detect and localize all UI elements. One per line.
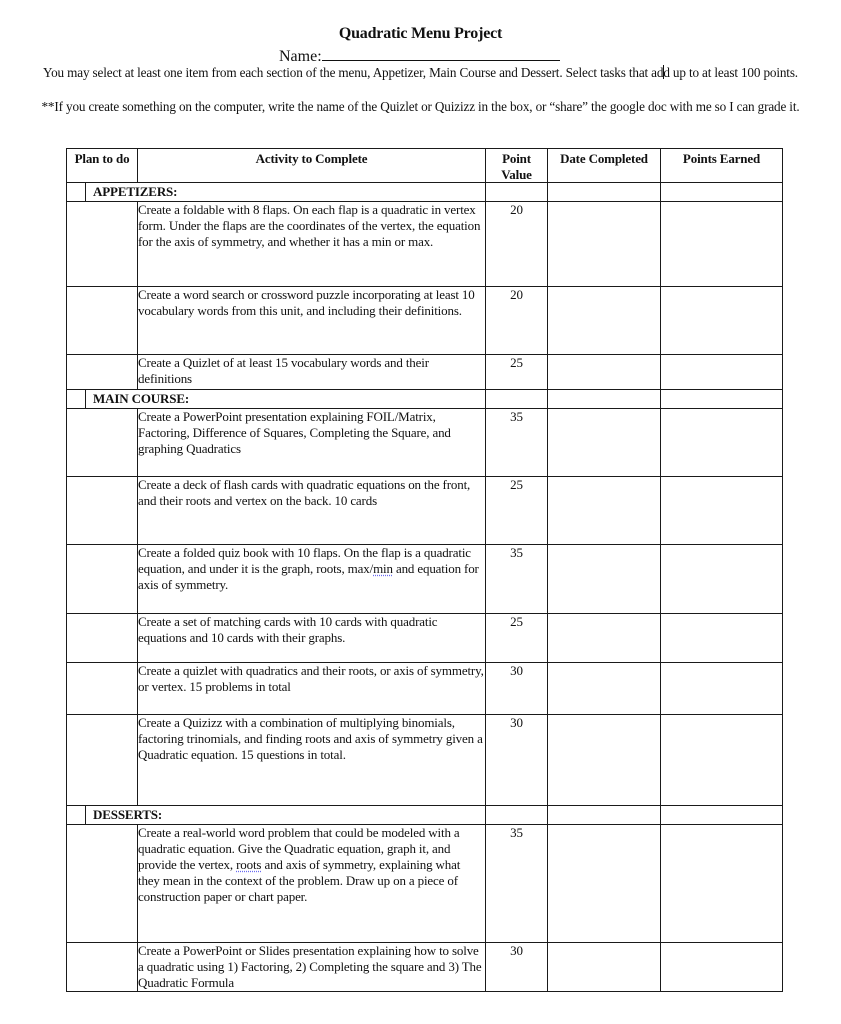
activity-row (67, 287, 783, 355)
name-blank-line[interactable] (322, 45, 560, 61)
point-value-cell: 30 (486, 715, 548, 806)
date-completed-cell[interactable] (548, 202, 661, 287)
points-earned-cell[interactable] (661, 943, 783, 992)
section-date-cell (548, 806, 661, 825)
section-plan-checkbox[interactable] (67, 183, 86, 201)
activity-cell: Create a PowerPoint or Slides presentation explaining how to solve a quadratic using 1) Factoring, 2) Completing the square and 3) The Quadratic Formula (138, 943, 486, 992)
spellcheck-flagged-word: roots (236, 857, 262, 872)
point-value-cell: 30 (486, 943, 548, 992)
plan-to-do-cell[interactable] (67, 202, 138, 287)
activity-cell: Create a Quizlet of at least 15 vocabulary words and their definitions (138, 355, 486, 390)
point-value-cell: 35 (486, 825, 548, 943)
plan-to-do-cell[interactable] (67, 663, 138, 715)
point-value-cell: 25 (486, 355, 548, 390)
points-earned-cell[interactable] (661, 663, 783, 715)
activity-cell: Create a set of matching cards with 10 cards with quadratic equations and 10 cards with their graphs. (138, 614, 486, 663)
activity-row (67, 202, 783, 287)
point-value-cell: 35 (486, 409, 548, 477)
point-value-cell: 25 (486, 477, 548, 545)
activity-row (67, 943, 783, 992)
point-value-cell: 35 (486, 545, 548, 614)
plan-to-do-cell[interactable] (67, 355, 138, 390)
points-earned-cell[interactable] (661, 545, 783, 614)
section-points-cell (486, 390, 548, 409)
section-points-cell (486, 806, 548, 825)
section-row (67, 183, 783, 202)
header-points: Point Value (486, 149, 548, 183)
plan-to-do-cell[interactable] (67, 545, 138, 614)
point-value-cell: 30 (486, 663, 548, 715)
date-completed-cell[interactable] (548, 409, 661, 477)
section-label: MAIN COURSE: (93, 391, 190, 406)
plan-to-do-cell[interactable] (67, 287, 138, 355)
section-earned-cell (661, 183, 783, 202)
point-value-cell: 20 (486, 202, 548, 287)
activity-cell: Create a quizlet with quadratics and their roots, or axis of symmetry, or vertex. 15 problems in total (138, 663, 486, 715)
section-plan-checkbox[interactable] (67, 390, 86, 408)
point-value-cell: 25 (486, 614, 548, 663)
document-title: Quadratic Menu Project (338, 25, 503, 42)
activity-row (67, 663, 783, 715)
activity-cell: Create a deck of flash cards with quadratic equations on the front, and their roots and vertex on the back. 10 cards (138, 477, 486, 545)
activity-row (67, 409, 783, 477)
activity-row (67, 477, 783, 545)
activity-row (67, 545, 783, 614)
header-plan: Plan to do (67, 149, 138, 183)
plan-to-do-cell[interactable] (67, 715, 138, 806)
activity-row (67, 614, 783, 663)
name-field[interactable] (279, 45, 560, 66)
section-earned-cell (661, 806, 783, 825)
plan-to-do-cell[interactable] (67, 477, 138, 545)
activity-cell: Create a Quizizz with a combination of multiplying binomials, factoring trinomials, and finding roots and axis of symmetry given a Quadratic equation. 15 questions in total. (138, 715, 486, 806)
date-completed-cell[interactable] (548, 825, 661, 943)
instructions-computer: **If you create something on the computer, write the name of the Quizlet or Quizizz in the box, or “share” the google doc with me so I can grade it. (41, 99, 800, 114)
header-row (67, 149, 783, 183)
plan-to-do-cell[interactable] (67, 409, 138, 477)
points-earned-cell[interactable] (661, 202, 783, 287)
date-completed-cell[interactable] (548, 477, 661, 545)
plan-to-do-cell[interactable] (67, 943, 138, 992)
instructions-selection: You may select at least one item from each section of the menu, Appetizer, Main Course and Dessert. Select tasks that add up to at least 100 points. (43, 65, 798, 80)
date-completed-cell[interactable] (548, 943, 661, 992)
activity-row (67, 825, 783, 943)
points-earned-cell[interactable] (661, 614, 783, 663)
section-row (67, 390, 783, 409)
date-completed-cell[interactable] (548, 355, 661, 390)
spellcheck-flagged-word: min (373, 561, 393, 576)
section-label: DESSERTS: (93, 807, 163, 822)
points-earned-cell[interactable] (661, 477, 783, 545)
activity-cell: Create a real-world word problem that could be modeled with a quadratic equation. Give the Quadratic equation, graph it, and provide the vertex, roots and axis of symmetry, explaining what they mean in the context of the problem. Draw up on a piece of construction paper or chart paper. (138, 825, 486, 943)
points-earned-cell[interactable] (661, 715, 783, 806)
activity-cell: Create a foldable with 8 flaps. On each flap is a quadratic in vertex form. Under the flaps are the coordinates of the vertex, the equation for the axis of symmetry, and whether it has a min or max. (138, 202, 486, 287)
name-label: Name: (279, 48, 322, 65)
activity-row (67, 355, 783, 390)
activity-cell: Create a folded quiz book with 10 flaps. On the flap is a quadratic equation, and under it is the graph, roots, max/min and equation for axis of symmetry. (138, 545, 486, 614)
header-date: Date Completed (548, 149, 661, 183)
plan-to-do-cell[interactable] (67, 614, 138, 663)
section-earned-cell (661, 390, 783, 409)
points-earned-cell[interactable] (661, 355, 783, 390)
section-points-cell (486, 183, 548, 202)
activity-cell: Create a PowerPoint presentation explaining FOIL/Matrix, Factoring, Difference of Squares, Completing the Square, and graphing Quadratics (138, 409, 486, 477)
section-label: APPETIZERS: (93, 184, 178, 199)
points-earned-cell[interactable] (661, 409, 783, 477)
menu-table (66, 148, 783, 992)
activity-cell: Create a word search or crossword puzzle incorporating at least 10 vocabulary words from this unit, and including their definitions. (138, 287, 486, 355)
section-date-cell (548, 183, 661, 202)
points-earned-cell[interactable] (661, 287, 783, 355)
date-completed-cell[interactable] (548, 545, 661, 614)
section-plan-checkbox[interactable] (67, 806, 86, 824)
date-completed-cell[interactable] (548, 715, 661, 806)
header-earned: Points Earned (661, 149, 783, 183)
point-value-cell: 20 (486, 287, 548, 355)
activity-row (67, 715, 783, 806)
section-date-cell (548, 390, 661, 409)
section-row (67, 806, 783, 825)
plan-to-do-cell[interactable] (67, 825, 138, 943)
date-completed-cell[interactable] (548, 614, 661, 663)
date-completed-cell[interactable] (548, 287, 661, 355)
header-activity: Activity to Complete (138, 149, 486, 183)
date-completed-cell[interactable] (548, 663, 661, 715)
points-earned-cell[interactable] (661, 825, 783, 943)
